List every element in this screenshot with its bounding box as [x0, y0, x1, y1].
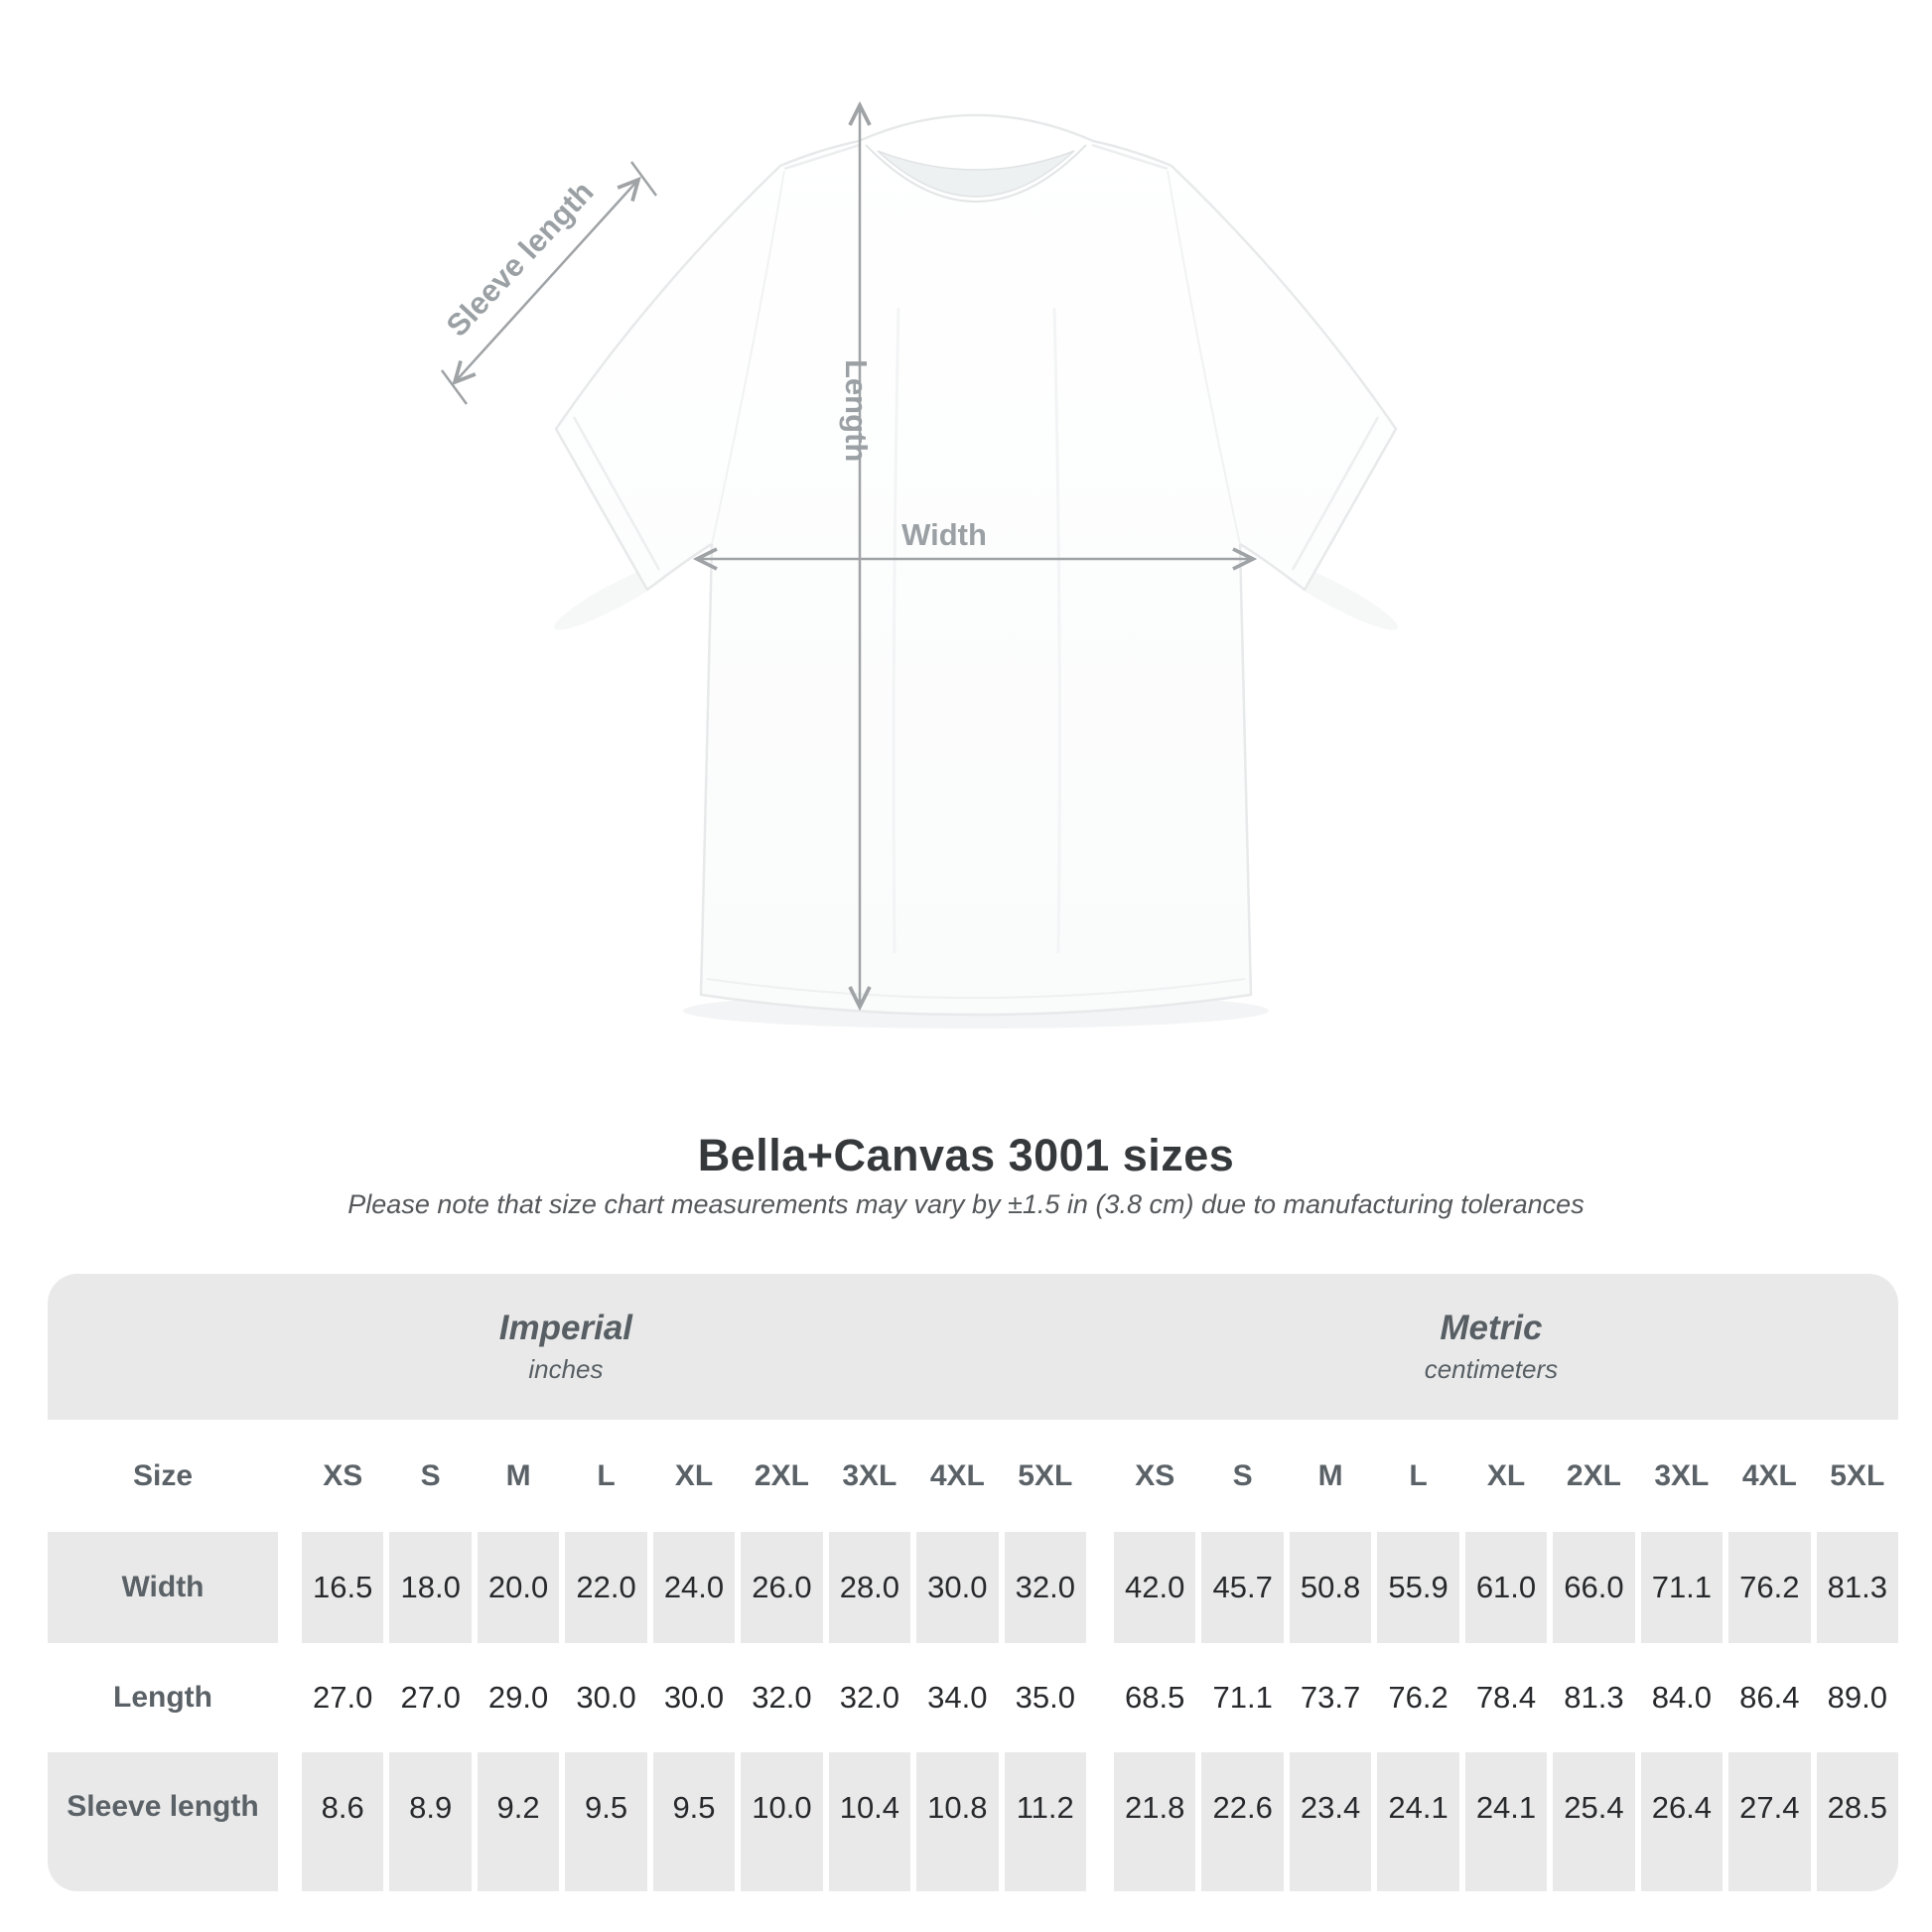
table-row	[48, 1643, 1898, 1752]
group-spacer	[1092, 1752, 1108, 1891]
sleeve-dimension-tick-top	[631, 162, 656, 196]
size-header-cell: XS	[302, 1420, 383, 1532]
value-cell: 30.0	[565, 1643, 646, 1752]
value-cell: 11.2	[1005, 1752, 1086, 1891]
column-spacer	[284, 1532, 296, 1643]
value-cell: 71.1	[1641, 1532, 1723, 1643]
sleeve-dimension-label: Sleeve length	[439, 174, 601, 344]
size-header-cell: S	[389, 1420, 471, 1532]
size-header-cell: XL	[1465, 1420, 1547, 1532]
value-cell: 28.0	[829, 1532, 910, 1643]
imperial-unit: inches	[528, 1354, 604, 1384]
value-cell: 76.2	[1377, 1643, 1458, 1752]
table-row	[48, 1752, 1898, 1891]
size-header-cell: L	[1377, 1420, 1458, 1532]
tolerance-note: Please note that size chart measurements may vary by ±1.5 in (3.8 cm) due to manufacturing tolerances	[347, 1189, 1585, 1219]
value-cell: 35.0	[1005, 1643, 1086, 1752]
metric-unit: centimeters	[1424, 1354, 1559, 1384]
size-header-cell: 5XL	[1005, 1420, 1086, 1532]
size-header-cell: XL	[653, 1420, 735, 1532]
value-cell: 9.5	[565, 1752, 646, 1891]
row-label: Width	[48, 1532, 278, 1643]
value-cell: 22.0	[565, 1532, 646, 1643]
value-cell: 25.4	[1553, 1752, 1634, 1891]
sleeve-dimension-tick-bottom	[442, 370, 467, 404]
metric-header	[1084, 1274, 1898, 1420]
value-cell: 81.3	[1817, 1532, 1898, 1643]
row-label: Sleeve length	[48, 1752, 278, 1891]
value-cell: 68.5	[1114, 1643, 1195, 1752]
size-header-cell: 2XL	[1553, 1420, 1634, 1532]
size-header-cell: 5XL	[1817, 1420, 1898, 1532]
value-cell: 23.4	[1290, 1752, 1371, 1891]
unit-header-band	[48, 1274, 1898, 1420]
value-cell: 84.0	[1641, 1643, 1723, 1752]
size-header-cell: L	[565, 1420, 646, 1532]
value-cell: 26.4	[1641, 1752, 1723, 1891]
value-cell: 10.8	[916, 1752, 998, 1891]
value-cell: 66.0	[1553, 1532, 1634, 1643]
row-label: Length	[48, 1643, 278, 1752]
value-cell: 30.0	[653, 1643, 735, 1752]
value-cell: 10.0	[741, 1752, 822, 1891]
value-cell: 22.6	[1201, 1752, 1283, 1891]
metric-title: Metric	[1440, 1309, 1543, 1347]
value-cell: 16.5	[302, 1532, 383, 1643]
value-cell: 20.0	[478, 1532, 559, 1643]
length-dimension-label: Length	[839, 359, 874, 463]
value-cell: 61.0	[1465, 1532, 1547, 1643]
table-row	[48, 1420, 1898, 1532]
value-cell: 27.0	[302, 1643, 383, 1752]
imperial-header	[48, 1274, 1084, 1420]
value-cell: 9.2	[478, 1752, 559, 1891]
width-dimension-label: Width	[901, 517, 987, 552]
group-spacer	[1092, 1420, 1108, 1532]
value-cell: 18.0	[389, 1532, 471, 1643]
value-cell: 78.4	[1465, 1643, 1547, 1752]
value-cell: 29.0	[478, 1643, 559, 1752]
size-header-cell: 4XL	[1728, 1420, 1810, 1532]
column-spacer	[284, 1420, 296, 1532]
value-cell: 42.0	[1114, 1532, 1195, 1643]
value-cell: 30.0	[916, 1532, 998, 1643]
size-header-cell: 3XL	[1641, 1420, 1723, 1532]
table-row	[48, 1532, 1898, 1643]
value-cell: 28.5	[1817, 1752, 1898, 1891]
value-cell: 89.0	[1817, 1643, 1898, 1752]
tshirt-silhouette	[556, 115, 1396, 1015]
size-column-header: Size	[48, 1420, 278, 1532]
value-cell: 26.0	[741, 1532, 822, 1643]
value-cell: 27.4	[1728, 1752, 1810, 1891]
value-cell: 71.1	[1201, 1643, 1283, 1752]
size-header-cell: M	[478, 1420, 559, 1532]
group-spacer	[1092, 1643, 1108, 1752]
value-cell: 21.8	[1114, 1752, 1195, 1891]
value-cell: 24.1	[1377, 1752, 1458, 1891]
value-cell: 50.8	[1290, 1532, 1371, 1643]
value-cell: 55.9	[1377, 1532, 1458, 1643]
group-spacer	[1092, 1532, 1108, 1643]
value-cell: 76.2	[1728, 1532, 1810, 1643]
value-cell: 86.4	[1728, 1643, 1810, 1752]
value-cell: 9.5	[653, 1752, 735, 1891]
size-header-cell: S	[1201, 1420, 1283, 1532]
column-spacer	[284, 1752, 296, 1891]
value-cell: 73.7	[1290, 1643, 1371, 1752]
size-chart-table	[48, 1274, 1898, 1891]
size-header-cell: 3XL	[829, 1420, 910, 1532]
value-cell: 32.0	[1005, 1532, 1086, 1643]
column-spacer	[284, 1643, 296, 1752]
page-title: Bella+Canvas 3001 sizes	[697, 1130, 1235, 1180]
value-cell: 45.7	[1201, 1532, 1283, 1643]
imperial-title: Imperial	[498, 1309, 633, 1347]
size-header-cell: 4XL	[916, 1420, 998, 1532]
size-header-cell: 2XL	[741, 1420, 822, 1532]
value-cell: 8.6	[302, 1752, 383, 1891]
value-cell: 34.0	[916, 1643, 998, 1752]
value-cell: 24.1	[1465, 1752, 1547, 1891]
size-header-cell: XS	[1114, 1420, 1195, 1532]
value-cell: 10.4	[829, 1752, 910, 1891]
value-cell: 8.9	[389, 1752, 471, 1891]
value-cell: 32.0	[741, 1643, 822, 1752]
value-cell: 81.3	[1553, 1643, 1634, 1752]
value-cell: 27.0	[389, 1643, 471, 1752]
size-header-cell: M	[1290, 1420, 1371, 1532]
value-cell: 32.0	[829, 1643, 910, 1752]
value-cell: 24.0	[653, 1532, 735, 1643]
size-table-rows	[48, 1420, 1898, 1891]
